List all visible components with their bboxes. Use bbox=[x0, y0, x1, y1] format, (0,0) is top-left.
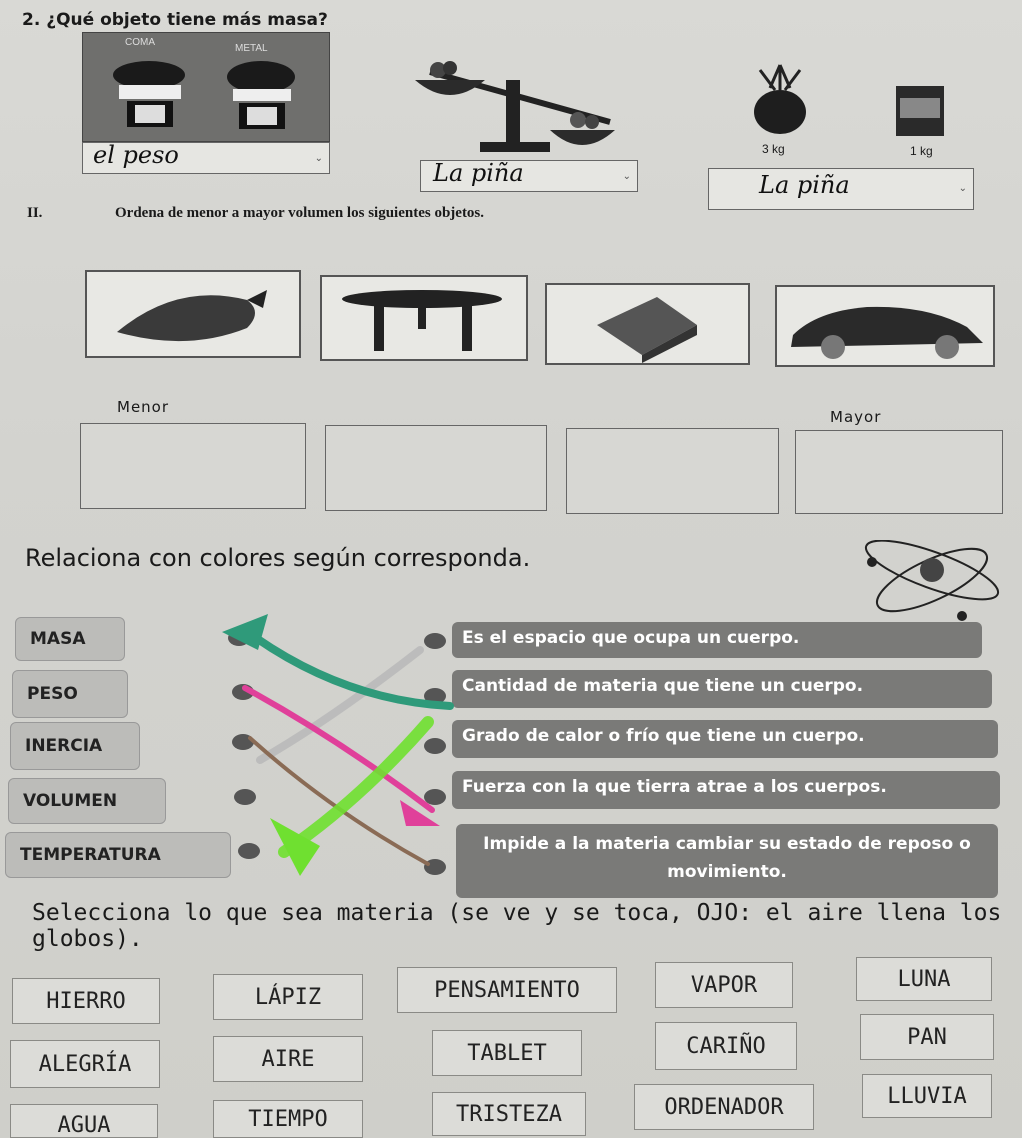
term-temperatura: TEMPERATURA bbox=[5, 832, 231, 878]
definition-volumen: Es el espacio que ocupa un cuerpo. bbox=[452, 622, 982, 658]
word-aire[interactable]: AIRE bbox=[213, 1036, 363, 1082]
car-icon bbox=[777, 287, 993, 365]
definition-dot-5[interactable] bbox=[424, 859, 446, 875]
term-peso: PESO bbox=[12, 670, 128, 718]
word-lapiz[interactable]: LÁPIZ bbox=[213, 974, 363, 1020]
order-slot-3[interactable] bbox=[566, 428, 779, 514]
definition-temperatura: Grado de calor o frío que tiene un cuerpo. bbox=[452, 720, 998, 758]
section-3-title: Relaciona con colores según corresponda. bbox=[25, 544, 531, 572]
term-inercia: INERCIA bbox=[10, 722, 140, 770]
word-pensamiento[interactable]: PENSAMIENTO bbox=[397, 967, 617, 1013]
word-tristeza[interactable]: TRISTEZA bbox=[432, 1092, 586, 1136]
word-luna[interactable]: LUNA bbox=[856, 957, 992, 1001]
answer-field-3[interactable] bbox=[708, 168, 974, 210]
can-icon bbox=[890, 82, 950, 142]
matching-line-volumen bbox=[260, 650, 420, 760]
pineapple-icon bbox=[730, 60, 830, 140]
matching-line-temperatura bbox=[284, 722, 428, 852]
word-pan[interactable]: PAN bbox=[860, 1014, 994, 1060]
definition-dot-4[interactable] bbox=[424, 789, 446, 805]
definition-masa: Cantidad de materia que tiene un cuerpo. bbox=[452, 670, 992, 708]
image-box-turnip bbox=[85, 270, 301, 358]
word-hierro[interactable]: HIERRO bbox=[12, 978, 160, 1024]
definition-inercia: Impide a la materia cambiar su estado de reposo o movimiento. bbox=[456, 824, 998, 898]
word-agua[interactable]: AGUA bbox=[10, 1104, 158, 1138]
chevron-down-icon: ⌄ bbox=[622, 171, 631, 182]
order-slot-4[interactable] bbox=[795, 430, 1003, 514]
image-box-table bbox=[320, 275, 528, 361]
section-2-title: Ordena de menor a mayor volumen los siguientes objetos. bbox=[115, 205, 485, 221]
table-icon bbox=[322, 277, 526, 359]
turnip-icon bbox=[87, 272, 299, 356]
image-box-eraser bbox=[545, 283, 750, 365]
order-slot-1[interactable] bbox=[80, 423, 306, 509]
matching-line-masa bbox=[245, 630, 450, 706]
section-2-number: II. bbox=[27, 205, 43, 221]
word-tiempo[interactable]: TIEMPO bbox=[213, 1100, 363, 1138]
chevron-down-icon: ⌄ bbox=[314, 153, 323, 164]
word-carino[interactable]: CARIÑO bbox=[655, 1022, 797, 1070]
term-dot-temperatura[interactable] bbox=[238, 843, 260, 859]
scales-photo bbox=[82, 32, 330, 142]
word-vapor[interactable]: VAPOR bbox=[655, 962, 793, 1008]
term-dot-masa[interactable] bbox=[228, 630, 250, 646]
scale-label-right: METAL bbox=[235, 43, 268, 54]
matching-line-peso bbox=[245, 688, 432, 810]
two-scales-illustration bbox=[83, 33, 331, 143]
definition-dot-3[interactable] bbox=[424, 738, 446, 754]
question-2-title: 2. ¿Qué objeto tiene más masa? bbox=[22, 10, 328, 30]
term-dot-peso[interactable] bbox=[232, 684, 254, 700]
word-lluvia[interactable]: LLUVIA bbox=[862, 1074, 992, 1118]
order-slot-2[interactable] bbox=[325, 425, 547, 511]
term-volumen: VOLUMEN bbox=[8, 778, 166, 824]
definition-dot-1[interactable] bbox=[424, 633, 446, 649]
term-dot-volumen[interactable] bbox=[234, 789, 256, 805]
handwritten-answer-3: La piña bbox=[759, 171, 850, 199]
matching-line-inercia bbox=[250, 738, 428, 864]
image-box-car bbox=[775, 285, 995, 367]
handwritten-answer-1: el peso bbox=[93, 141, 179, 169]
word-tablet[interactable]: TABLET bbox=[432, 1030, 582, 1076]
handwritten-answer-2: La piña bbox=[433, 159, 524, 187]
scale-label-left: COMA bbox=[125, 37, 155, 48]
eraser-icon bbox=[547, 285, 747, 363]
definition-dot-2[interactable] bbox=[424, 688, 446, 704]
term-masa: MASA bbox=[15, 617, 125, 661]
label-mayor: Mayor bbox=[830, 408, 882, 426]
chevron-down-icon: ⌄ bbox=[958, 183, 967, 194]
weight-label-pineapple: 3 kg bbox=[762, 142, 785, 156]
weight-label-can: 1 kg bbox=[910, 144, 933, 158]
term-dot-inercia[interactable] bbox=[232, 734, 254, 750]
arrow-head-temperatura bbox=[270, 818, 320, 876]
definition-peso: Fuerza con la que tierra atrae a los cuerpos. bbox=[452, 771, 1000, 809]
section-4-title: Selecciona lo que sea materia (se ve y se toca, OJO: el aire llena los globos). bbox=[32, 900, 1002, 952]
answer-field-1[interactable] bbox=[82, 142, 330, 174]
label-menor: Menor bbox=[117, 398, 170, 416]
word-alegria[interactable]: ALEGRÍA bbox=[10, 1040, 160, 1088]
answer-field-2[interactable] bbox=[420, 160, 638, 192]
word-ordenador[interactable]: ORDENADOR bbox=[634, 1084, 814, 1130]
balance-scale-illustration bbox=[410, 50, 640, 160]
